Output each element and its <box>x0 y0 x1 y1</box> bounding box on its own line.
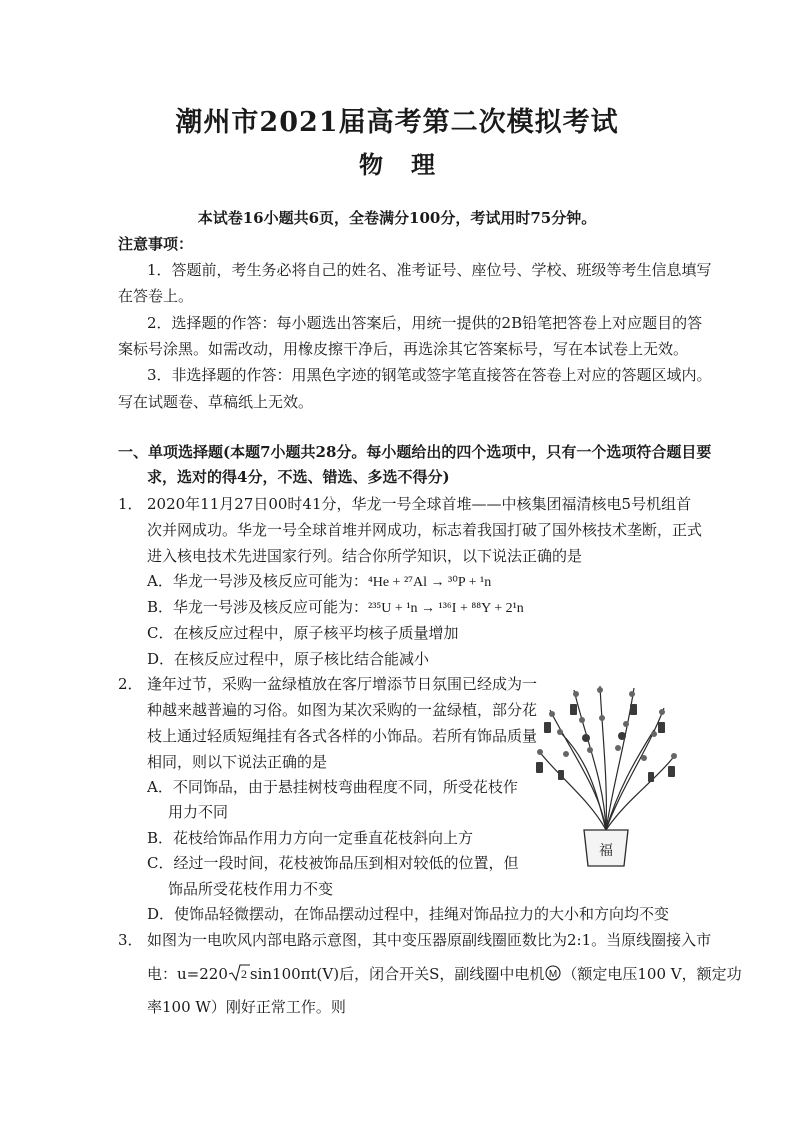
subject-char-1: 物 <box>359 150 383 179</box>
question-3-line-2-part-3: （额定电压100 V，额定功 <box>562 965 742 983</box>
question-1-stem-line-3: 进入核电技术先进国家行列。结合你所学知识，以下说法正确的是 <box>147 547 583 565</box>
question-3-stem-line-3: 率100 W）刚好正常工作。则 <box>147 998 346 1016</box>
question-2-number: 2． <box>118 675 143 693</box>
question-1-option-b-formula: ²³⁵U + ¹n → ¹³⁶I + ⁸⁸Y + 2¹n <box>368 601 524 616</box>
question-3-stem-line-1: 如图为一电吹风内部电路示意图，其中变压器原副线圈匝数比为2:1。当原线圈接入市 <box>147 931 712 949</box>
notice-heading: 注意事项： <box>118 235 194 253</box>
question-1-number: 1． <box>118 495 143 513</box>
sqrt-two-symbol <box>228 964 250 982</box>
question-2-option-a-line-2: 用力不同 <box>168 803 229 821</box>
question-3-line-2-part-2: sin100πt(V)后，闭合开关S，副线圈中电机 <box>249 965 545 983</box>
question-3-line-2-part-1: 电：u=220 <box>147 965 228 983</box>
notice-item-2-line-2: 案标号涂黑。如需改动，用橡皮擦干净后，再选涂其它答案标号，写在本试卷上无效。 <box>118 340 689 358</box>
notice-item-3-line-1: 3．非选择题的作答：用黑色字迹的钢笔或签字笔直接答在答卷上对应的答题区域内。 <box>147 366 712 384</box>
question-2-option-b: B．花枝给饰品作用力方向一定垂直花枝斜向上方 <box>147 829 474 847</box>
section-1-heading-line-2: 求，选对的得4分，不选、错选、多选不得分) <box>147 468 450 486</box>
question-1-option-b-text: B．华龙一号涉及核反应可能为： <box>147 598 369 616</box>
question-1-option-a <box>147 570 491 594</box>
question-3-number: 3． <box>118 931 143 949</box>
svg-text:M: M <box>549 969 558 980</box>
notice-item-3-line-2: 写在试题卷、草稿纸上无效。 <box>118 393 314 411</box>
question-3-stem-line-2 <box>147 963 742 985</box>
question-1-option-b <box>147 596 524 620</box>
exam-summary: 本试卷16小题共6页，全卷满分100分，考试用时75分钟。 <box>197 209 597 227</box>
question-2-stem-line-2: 种越来越普遍的习俗。如图为某次采购的一盆绿植，部分花 <box>147 701 538 719</box>
notice-item-1-line-2: 在答卷上。 <box>118 287 194 305</box>
notice-item-2-line-1: 2．选择题的作答：每小题选出答案后，用统一提供的2B铅笔把答卷上对应题目的答 <box>147 314 703 332</box>
section-1-heading-line-1: 一、单项选择题(本题7小题共28分。每小题给出的四个选项中，只有一个选项符合题目要 <box>118 443 712 461</box>
notice-item-1-line-1: 1．答题前，考生务必将自己的姓名、准考证号、座位号、学校、班级等考生信息填写 <box>147 261 712 279</box>
question-1-option-a-formula: ⁴He + ²⁷Al → ³⁰P + ¹n <box>367 575 492 590</box>
question-1-option-a-text: A．华龙一号涉及核反应可能为： <box>147 572 368 590</box>
question-1-option-c: C．在核反应过程中，原子核平均核子质量增加 <box>147 624 459 642</box>
plant-branches <box>538 686 676 830</box>
exam-title: 潮州市2021届高考第二次模拟考试 <box>175 107 619 138</box>
pot-character: 福 <box>599 843 613 859</box>
question-1-stem-line-2: 次并网成功。华龙一号全球首堆并网成功，标志着我国打破了国外核技术垄断，正式 <box>147 521 703 539</box>
question-1-stem-line-1: 2020年11月27日00时41分，华龙一号全球首堆——中核集团福清核电5号机组首 <box>147 495 692 513</box>
question-2-option-c-line-1: C．经过一段时间，花枝被饰品压到相对较低的位置，但 <box>147 854 519 872</box>
question-2-stem-line-3: 枝上通过轻质短绳挂有各式各样的小饰品。若所有饰品质量 <box>147 727 538 745</box>
subject-char-2: 理 <box>411 150 435 179</box>
question-2-stem-line-4: 相同，则以下说法正确的是 <box>147 753 328 771</box>
question-2-option-c-line-2: 饰品所受花枝作用力不变 <box>168 880 334 898</box>
motor-symbol-icon <box>544 964 562 982</box>
potted-plant-illustration <box>530 680 682 872</box>
question-1-option-d: D．在核反应过程中，原子核比结合能减小 <box>147 650 430 668</box>
subject-title <box>0 145 794 180</box>
question-2-option-a-line-1: A．不同饰品，由于悬挂树枝弯曲程度不同，所受花枝作 <box>147 778 518 796</box>
svg-text:2: 2 <box>240 967 247 981</box>
question-2-stem-line-1: 逢年过节，采购一盆绿植放在客厅增添节日氛围已经成为一 <box>147 675 538 693</box>
question-2-option-d: D．使饰品轻微摆动，在饰品摆动过程中，挂绳对饰品拉力的大小和方向均不变 <box>147 905 670 923</box>
